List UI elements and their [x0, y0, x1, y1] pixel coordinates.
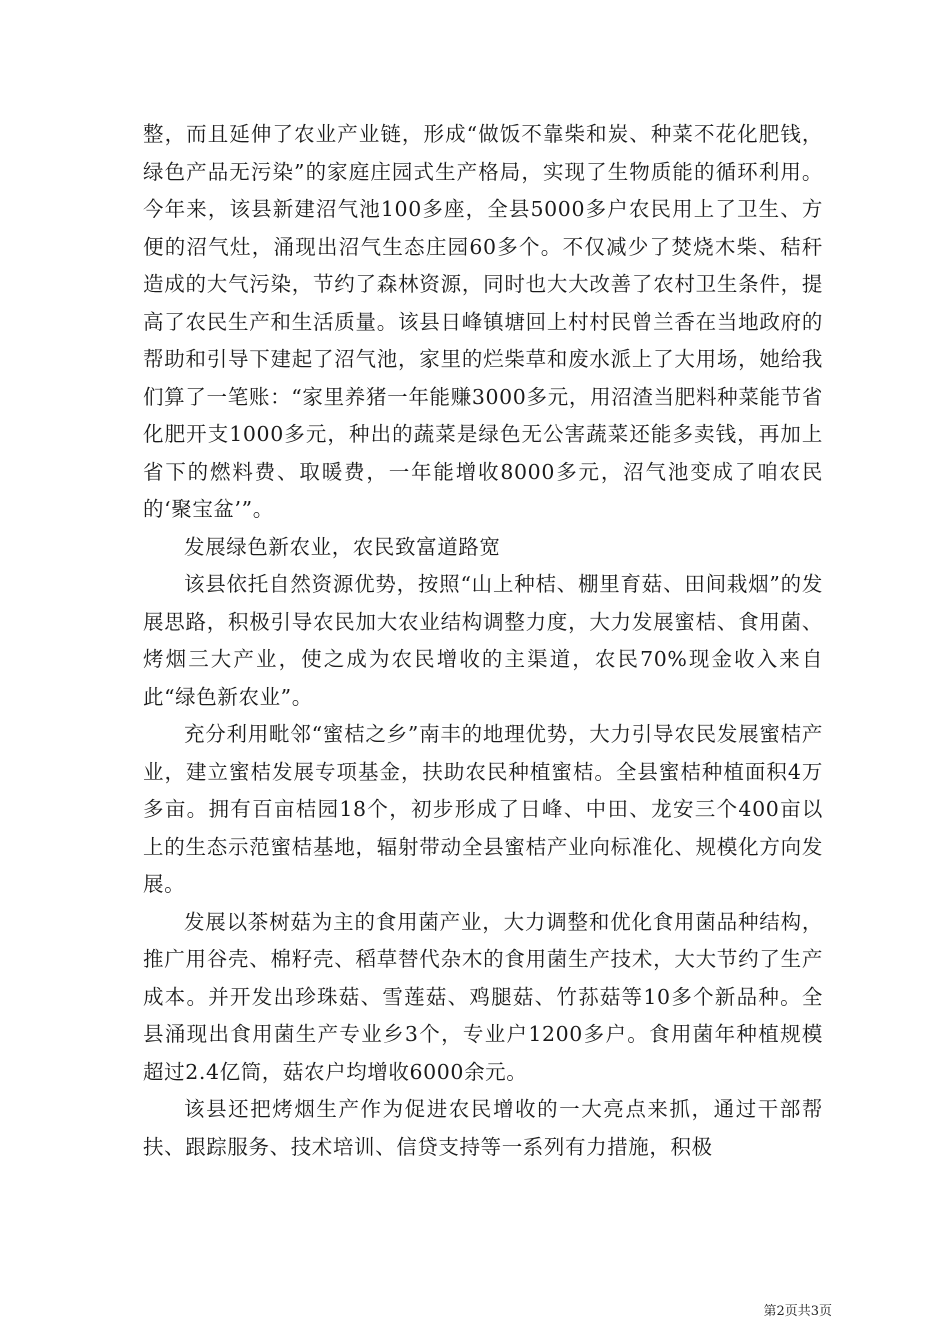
- paragraph-4: 充分利用毗邻“蜜桔之乡”南丰的地理优势，大力引导农民发展蜜桔产业，建立蜜桔发展专项基金，扶助农民种植蜜桔。全县蜜桔种植面积4万多亩。拥有百亩桔园18个，初步形成了日峰、中田、龙安三个400亩以上的生态示范蜜桔基地，辐射带动全县蜜桔产业向标准化、规模化方向发展。: [143, 722, 823, 896]
- paragraph-6: 该县还把烤烟生产作为促进农民增收的一大亮点来抓，通过干部帮扶、跟踪服务、技术培训、信贷支持等一系列有力措施，积极: [143, 1097, 823, 1159]
- section-heading: 发展绿色新农业，农民致富道路宽: [184, 534, 501, 559]
- paragraph-5: 发展以茶树菇为主的食用菌产业，大力调整和优化食用菌品种结构，推广用谷壳、棉籽壳、稻草替代杂木的食用菌生产技术，大大节约了生产成本。并开发出珍珠菇、雪莲菇、鸡腿菇、竹荪菇等10多个新品种。全县涌现出食用菌生产专业乡3个，专业户1200多户。食用菌年种植规模超过2.4亿筒，菇农户均增收6000余元。: [143, 909, 823, 1084]
- document-body: [143, 116, 823, 1166]
- paragraph-1: 整，而且延伸了农业产业链，形成“做饭不靠柴和炭、种菜不花化肥钱，绿色产品无污染”的家庭庄园式生产格局，实现了生物质能的循环利用。今年来，该县新建沼气池100多座，全县5000多户农民用上了卫生、方便的沼气灶，涌现出沼气生态庄园60多个。不仅减少了焚烧木柴、秸秆造成的大气污染，节约了森林资源，同时也大大改善了农村卫生条件，提高了农民生产和生活质量。该县日峰镇塘回上村村民曾兰香在当地政府的帮助和引导下建起了沼气池，家里的烂柴草和废水派上了大用场，她给我们算了一笔账：“家里养猪一年能赚3000多元，用沼渣当肥料种菜能节省化肥开支1000多元，种出的蔬菜是绿色无公害蔬菜还能多卖钱，再加上省下的燃料费、取暖费，一年能增收8000多元，沼气池变成了咱农民的‘聚宝盆’”。: [143, 122, 823, 521]
- paragraph-3: 该县依托自然资源优势，按照“山上种桔、棚里育菇、田间栽烟”的发展思路，积极引导农民加大农业结构调整力度，大力发展蜜桔、食用菌、烤烟三大产业，使之成为农民增收的主渠道，农民70%现金收入来自此“绿色新农业”。: [143, 572, 823, 709]
- page-number: 第2页共3页: [763, 1304, 832, 1319]
